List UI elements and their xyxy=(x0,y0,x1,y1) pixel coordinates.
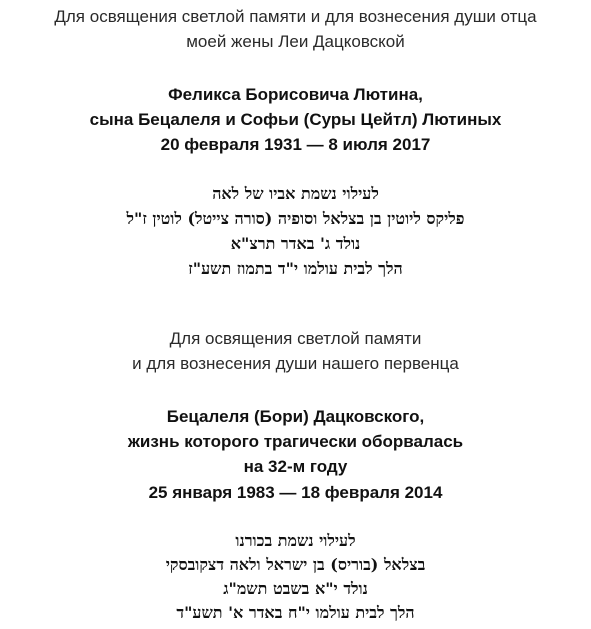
dedication-line-1: Для освящения светлой памяти и для вознесения души отца xyxy=(54,7,537,26)
dedication-line-3: Для освящения светлой памяти xyxy=(169,329,422,348)
deceased-name-line-4: жизнь которого трагически оборвалась xyxy=(127,432,464,451)
deceased-name-line-3: Бецалеля (Бори) Дацковского, xyxy=(166,407,425,426)
life-dates-2: 25 января 1983 — 18 февраля 2014 xyxy=(148,483,443,502)
hebrew-line-8: הלך לבית עולמו י"ח באדר א' תשע"ד xyxy=(176,603,415,622)
deceased-name-line-1: Феликса Борисовича Лютина, xyxy=(168,85,423,104)
dedication-line-2: моей жены Леи Дацковской xyxy=(186,32,405,51)
deceased-name-line-5: на 32-м году xyxy=(243,457,348,476)
hebrew-line-4: הלך לבית עולמו י"ד בתמוז תשע"ז xyxy=(188,259,403,278)
dedication-line-4: и для вознесения души нашего первенца xyxy=(132,354,459,373)
deceased-name-line-2: сына Бецалеля и Софьи (Суры Цейтл) Лютиных xyxy=(89,110,502,129)
hebrew-line-1: לעילוי נשמת אביו של לאה xyxy=(212,184,379,203)
hebrew-line-7: נולד י"א בשבט תשמ"ג xyxy=(223,579,368,598)
life-dates: 20 февраля 1931 — 8 июля 2017 xyxy=(160,135,431,154)
hebrew-line-5: לעילוי נשמת בכורנו xyxy=(235,531,356,550)
hebrew-line-2: פליקס ליוטין בן בצלאל וסופיה (סורה צייטל) לוטין ז"ל xyxy=(126,209,465,228)
hebrew-line-6: בצלאל (בוריס) בן ישראל ולאה דצקובסקי xyxy=(165,555,426,574)
hebrew-line-3: נולד ג' באדר תרצ"א xyxy=(230,234,361,253)
